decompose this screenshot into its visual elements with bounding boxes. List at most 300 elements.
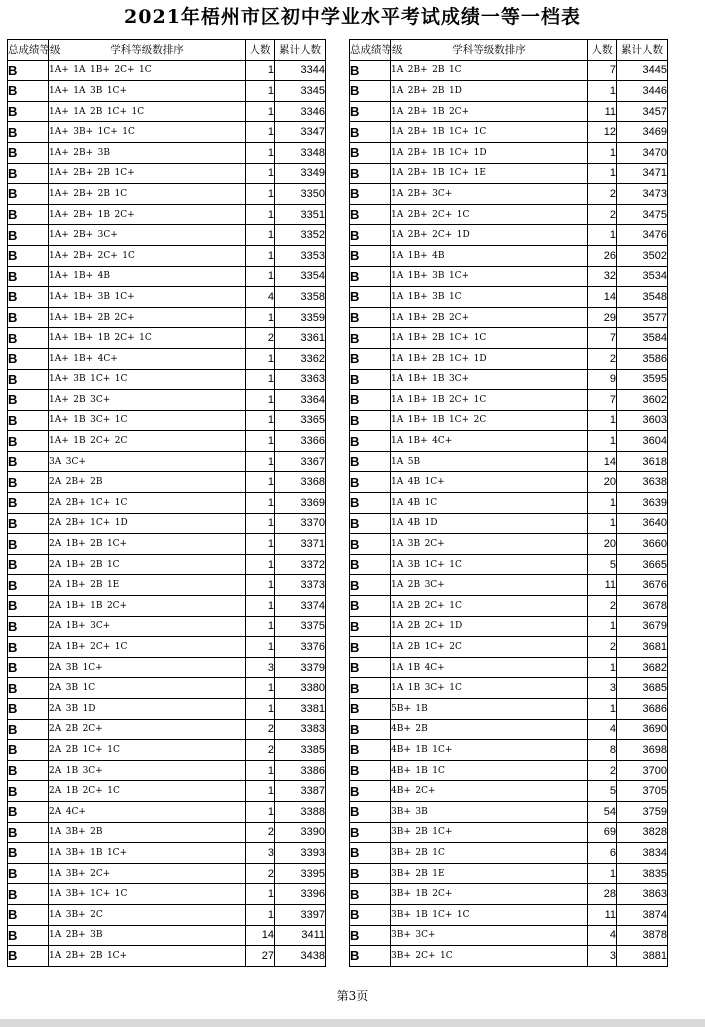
combo-value: 2A 1B+ 2B 1C xyxy=(49,554,246,575)
combo-value: 3B+ 2C+ 1C xyxy=(391,946,588,967)
grade-value: B xyxy=(8,184,49,205)
table-row xyxy=(350,678,668,699)
table-row xyxy=(350,946,668,967)
header-combo: 学科等级数排序 xyxy=(49,40,246,61)
cumulative-value: 3618 xyxy=(617,451,668,472)
table-row xyxy=(350,472,668,493)
table-row xyxy=(350,225,668,246)
combo-value: 3B+ 3B xyxy=(391,801,588,822)
count-value: 1 xyxy=(246,575,275,596)
grade-value: B xyxy=(8,81,49,102)
grade-value: B xyxy=(350,81,391,102)
cumulative-value: 3502 xyxy=(617,245,668,266)
count-value: 1 xyxy=(246,225,275,246)
table-row xyxy=(8,884,326,905)
combo-value: 1A 1B 3C+ 1C xyxy=(391,678,588,699)
grade-value: B xyxy=(8,637,49,658)
cumulative-value: 3385 xyxy=(275,740,326,761)
table-row xyxy=(8,369,326,390)
combo-value: 3A 3C+ xyxy=(49,451,246,472)
header-count: 人数 xyxy=(588,40,617,61)
table-row xyxy=(8,596,326,617)
cumulative-value: 3363 xyxy=(275,369,326,390)
combo-value: 1A 2B 3C+ xyxy=(391,575,588,596)
count-value: 1 xyxy=(588,163,617,184)
cumulative-value: 3678 xyxy=(617,596,668,617)
combo-value: 1A 2B 1C+ 2C xyxy=(391,637,588,658)
combo-value: 1A 2B 2C+ 1C xyxy=(391,596,588,617)
combo-value: 1A+ 1B 2C+ 2C xyxy=(49,431,246,452)
cumulative-value: 3361 xyxy=(275,328,326,349)
combo-value: 3B+ 2B 1E xyxy=(391,863,588,884)
table-row xyxy=(8,184,326,205)
cumulative-value: 3639 xyxy=(617,493,668,514)
table-row xyxy=(8,101,326,122)
table-row xyxy=(8,534,326,555)
count-value: 11 xyxy=(588,101,617,122)
combo-value: 3B+ 2B 1C+ xyxy=(391,822,588,843)
table-row xyxy=(8,122,326,143)
combo-value: 1A+ 2B 3C+ xyxy=(49,390,246,411)
count-value: 1 xyxy=(588,513,617,534)
combo-value: 1A+ 2B+ 1B 2C+ xyxy=(49,204,246,225)
count-value: 1 xyxy=(246,760,275,781)
table-row xyxy=(350,245,668,266)
cumulative-value: 3369 xyxy=(275,493,326,514)
count-value: 1 xyxy=(246,513,275,534)
grade-value: B xyxy=(350,801,391,822)
grade-value: B xyxy=(8,946,49,967)
combo-value: 1A 3B 2C+ xyxy=(391,534,588,555)
table-row xyxy=(8,390,326,411)
grade-value: B xyxy=(8,554,49,575)
table-row xyxy=(350,740,668,761)
header-rank: 总成绩等级 xyxy=(350,40,391,61)
grade-value: B xyxy=(350,781,391,802)
table-row xyxy=(350,390,668,411)
grade-value: B xyxy=(350,225,391,246)
table-row xyxy=(350,60,668,81)
cumulative-value: 3705 xyxy=(617,781,668,802)
combo-value: 2A 2B+ 1C+ 1D xyxy=(49,513,246,534)
combo-value: 1A 3B+ 2C+ xyxy=(49,863,246,884)
grade-value: B xyxy=(350,657,391,678)
combo-value: 1A 1B+ 1B 1C+ 2C xyxy=(391,410,588,431)
count-value: 3 xyxy=(588,946,617,967)
count-value: 14 xyxy=(588,287,617,308)
grade-value: B xyxy=(350,637,391,658)
cumulative-value: 3863 xyxy=(617,884,668,905)
grade-value: B xyxy=(350,451,391,472)
count-value: 1 xyxy=(246,81,275,102)
cumulative-value: 3457 xyxy=(617,101,668,122)
grade-value: B xyxy=(350,184,391,205)
cumulative-value: 3381 xyxy=(275,699,326,720)
table-row xyxy=(8,163,326,184)
grade-value: B xyxy=(350,287,391,308)
combo-value: 2A 2B 1C+ 1C xyxy=(49,740,246,761)
cumulative-value: 3682 xyxy=(617,657,668,678)
combo-value: 1A+ 1B+ 4B xyxy=(49,266,246,287)
cumulative-value: 3604 xyxy=(617,431,668,452)
table-header-row xyxy=(8,40,326,61)
count-value: 1 xyxy=(246,348,275,369)
combo-value: 2A 2B 2C+ xyxy=(49,719,246,740)
count-value: 1 xyxy=(246,390,275,411)
cumulative-value: 3834 xyxy=(617,843,668,864)
table-row xyxy=(350,493,668,514)
cumulative-value: 3828 xyxy=(617,822,668,843)
cumulative-value: 3368 xyxy=(275,472,326,493)
grade-value: B xyxy=(350,946,391,967)
table-row xyxy=(350,122,668,143)
grade-value: B xyxy=(350,554,391,575)
cumulative-value: 3446 xyxy=(617,81,668,102)
table-row xyxy=(8,740,326,761)
count-value: 2 xyxy=(246,822,275,843)
grade-value: B xyxy=(350,472,391,493)
count-value: 2 xyxy=(246,328,275,349)
count-value: 1 xyxy=(246,122,275,143)
cumulative-value: 3353 xyxy=(275,245,326,266)
cumulative-value: 3681 xyxy=(617,637,668,658)
grade-value: B xyxy=(8,287,49,308)
combo-value: 4B+ 1B 1C xyxy=(391,760,588,781)
combo-value: 1A 3B 1C+ 1C xyxy=(391,554,588,575)
grade-value: B xyxy=(8,204,49,225)
grade-value: B xyxy=(350,122,391,143)
table-row xyxy=(8,493,326,514)
cumulative-value: 3660 xyxy=(617,534,668,555)
combo-value: 1A 1B+ 3B 1C+ xyxy=(391,266,588,287)
table-row xyxy=(8,328,326,349)
grade-value: B xyxy=(350,410,391,431)
table-row xyxy=(350,554,668,575)
combo-value: 1A 1B+ 2B 1C+ 1C xyxy=(391,328,588,349)
grade-value: B xyxy=(350,163,391,184)
cumulative-value: 3690 xyxy=(617,719,668,740)
header-cumulative: 累计人数 xyxy=(275,40,326,61)
grade-value: B xyxy=(8,801,49,822)
table-row xyxy=(350,801,668,822)
cumulative-value: 3470 xyxy=(617,142,668,163)
table-row xyxy=(8,472,326,493)
table-row xyxy=(8,60,326,81)
bottom-bar xyxy=(0,1019,705,1027)
combo-value: 2A 1B 2C+ 1C xyxy=(49,781,246,802)
grade-value: B xyxy=(350,904,391,925)
grade-value: B xyxy=(350,513,391,534)
combo-value: 1A 1B+ 3B 1C xyxy=(391,287,588,308)
count-value: 1 xyxy=(246,781,275,802)
count-value: 1 xyxy=(246,884,275,905)
combo-value: 3B+ 1B 2C+ xyxy=(391,884,588,905)
cumulative-value: 3393 xyxy=(275,843,326,864)
cumulative-value: 3374 xyxy=(275,596,326,617)
cumulative-value: 3367 xyxy=(275,451,326,472)
cumulative-value: 3347 xyxy=(275,122,326,143)
grade-value: B xyxy=(8,740,49,761)
count-value: 2 xyxy=(588,184,617,205)
cumulative-value: 3383 xyxy=(275,719,326,740)
combo-value: 1A 2B+ 1B 1C+ 1D xyxy=(391,142,588,163)
count-value: 7 xyxy=(588,390,617,411)
combo-value: 2A 2B+ 2B xyxy=(49,472,246,493)
combo-value: 1A 1B+ 1B 2C+ 1C xyxy=(391,390,588,411)
cumulative-value: 3881 xyxy=(617,946,668,967)
grade-value: B xyxy=(8,904,49,925)
cumulative-value: 3344 xyxy=(275,60,326,81)
count-value: 1 xyxy=(246,596,275,617)
count-value: 7 xyxy=(588,60,617,81)
combo-value: 1A 2B+ 1B 1C+ 1C xyxy=(391,122,588,143)
table-row xyxy=(8,925,326,946)
grade-value: B xyxy=(350,204,391,225)
table-row xyxy=(350,369,668,390)
grade-value: B xyxy=(350,493,391,514)
combo-value: 1A 5B xyxy=(391,451,588,472)
combo-value: 1A+ 1B+ 1B 2C+ 1C xyxy=(49,328,246,349)
count-value: 1 xyxy=(246,554,275,575)
cumulative-value: 3349 xyxy=(275,163,326,184)
table-row xyxy=(350,142,668,163)
grade-value: B xyxy=(350,575,391,596)
count-value: 29 xyxy=(588,307,617,328)
count-value: 1 xyxy=(588,616,617,637)
table-row xyxy=(350,719,668,740)
count-value: 3 xyxy=(588,678,617,699)
count-value: 2 xyxy=(246,740,275,761)
table-row xyxy=(350,884,668,905)
grade-value: B xyxy=(8,390,49,411)
grade-value: B xyxy=(350,863,391,884)
combo-value: 1A+ 1A 3B 1C+ xyxy=(49,81,246,102)
cumulative-value: 3387 xyxy=(275,781,326,802)
cumulative-value: 3686 xyxy=(617,699,668,720)
combo-value: 1A 1B+ 2B 1C+ 1D xyxy=(391,348,588,369)
count-value: 1 xyxy=(246,904,275,925)
count-value: 1 xyxy=(246,184,275,205)
count-value: 1 xyxy=(246,307,275,328)
table-row xyxy=(8,287,326,308)
table-row xyxy=(8,904,326,925)
combo-value: 2A 1B+ 3C+ xyxy=(49,616,246,637)
combo-value: 5B+ 1B xyxy=(391,699,588,720)
grade-value: B xyxy=(350,616,391,637)
table-row xyxy=(350,431,668,452)
grade-value: B xyxy=(350,142,391,163)
table-row xyxy=(350,348,668,369)
cumulative-value: 3362 xyxy=(275,348,326,369)
count-value: 2 xyxy=(246,863,275,884)
table-row xyxy=(8,863,326,884)
cumulative-value: 3396 xyxy=(275,884,326,905)
count-value: 5 xyxy=(588,554,617,575)
count-value: 1 xyxy=(246,534,275,555)
grade-value: B xyxy=(8,575,49,596)
count-value: 20 xyxy=(588,534,617,555)
combo-value: 1A 2B+ 3C+ xyxy=(391,184,588,205)
table-row xyxy=(350,596,668,617)
table-row xyxy=(8,843,326,864)
count-value: 1 xyxy=(246,410,275,431)
grade-value: B xyxy=(8,863,49,884)
combo-value: 1A 1B+ 2B 2C+ xyxy=(391,307,588,328)
grade-value: B xyxy=(350,369,391,390)
cumulative-value: 3438 xyxy=(275,946,326,967)
count-value: 27 xyxy=(246,946,275,967)
combo-value: 1A 3B+ 2C xyxy=(49,904,246,925)
grade-value: B xyxy=(8,596,49,617)
combo-value: 1A 1B 4C+ xyxy=(391,657,588,678)
count-value: 32 xyxy=(588,266,617,287)
table-row xyxy=(350,307,668,328)
cumulative-value: 3595 xyxy=(617,369,668,390)
combo-value: 1A+ 1B+ 3B 1C+ xyxy=(49,287,246,308)
combo-value: 1A+ 3B 1C+ 1C xyxy=(49,369,246,390)
grade-value: B xyxy=(8,348,49,369)
grade-value: B xyxy=(8,822,49,843)
header-count: 人数 xyxy=(246,40,275,61)
cumulative-value: 3395 xyxy=(275,863,326,884)
combo-value: 1A 2B+ 2C+ 1D xyxy=(391,225,588,246)
cumulative-value: 3345 xyxy=(275,81,326,102)
page-title: 2021年梧州市区初中学业水平考试成绩一等一档表 xyxy=(124,6,581,28)
table-row xyxy=(8,513,326,534)
cumulative-value: 3471 xyxy=(617,163,668,184)
cumulative-value: 3373 xyxy=(275,575,326,596)
combo-value: 2A 3B 1D xyxy=(49,699,246,720)
cumulative-value: 3351 xyxy=(275,204,326,225)
cumulative-value: 3665 xyxy=(617,554,668,575)
combo-value: 1A 2B+ 2B 1C+ xyxy=(49,946,246,967)
grade-table-right xyxy=(349,39,668,967)
combo-value: 2A 4C+ xyxy=(49,801,246,822)
grade-value: B xyxy=(8,678,49,699)
table-row xyxy=(8,266,326,287)
cumulative-value: 3577 xyxy=(617,307,668,328)
grade-value: B xyxy=(350,678,391,699)
cumulative-value: 3350 xyxy=(275,184,326,205)
count-value: 9 xyxy=(588,369,617,390)
count-value: 1 xyxy=(246,801,275,822)
count-value: 14 xyxy=(588,451,617,472)
cumulative-value: 3390 xyxy=(275,822,326,843)
count-value: 1 xyxy=(246,431,275,452)
combo-value: 1A+ 2B+ 2B 1C xyxy=(49,184,246,205)
cumulative-value: 3603 xyxy=(617,410,668,431)
count-value: 69 xyxy=(588,822,617,843)
count-value: 11 xyxy=(588,575,617,596)
table-row xyxy=(8,204,326,225)
table-row xyxy=(8,822,326,843)
table-row xyxy=(350,699,668,720)
count-value: 1 xyxy=(246,616,275,637)
grade-value: B xyxy=(350,390,391,411)
count-value: 8 xyxy=(588,740,617,761)
cumulative-value: 3475 xyxy=(617,204,668,225)
grade-value: B xyxy=(8,699,49,720)
grade-value: B xyxy=(350,307,391,328)
table-row xyxy=(8,245,326,266)
table-row xyxy=(8,307,326,328)
table-row xyxy=(8,699,326,720)
combo-value: 4B+ 2C+ xyxy=(391,781,588,802)
combo-value: 1A+ 3B+ 1C+ 1C xyxy=(49,122,246,143)
combo-value: 1A 2B 2C+ 1D xyxy=(391,616,588,637)
table-row xyxy=(8,678,326,699)
table-row xyxy=(350,843,668,864)
combo-value: 4B+ 1B 1C+ xyxy=(391,740,588,761)
cumulative-value: 3388 xyxy=(275,801,326,822)
table-row xyxy=(8,451,326,472)
count-value: 11 xyxy=(588,904,617,925)
grade-value: B xyxy=(350,596,391,617)
grade-value: B xyxy=(8,719,49,740)
grade-value: B xyxy=(8,101,49,122)
grade-value: B xyxy=(8,142,49,163)
table-row xyxy=(350,637,668,658)
cumulative-value: 3700 xyxy=(617,760,668,781)
count-value: 1 xyxy=(246,451,275,472)
table-row xyxy=(350,822,668,843)
grade-value: B xyxy=(8,410,49,431)
cumulative-value: 3548 xyxy=(617,287,668,308)
cumulative-value: 3679 xyxy=(617,616,668,637)
count-value: 2 xyxy=(588,760,617,781)
grade-value: B xyxy=(350,925,391,946)
grade-value: B xyxy=(350,534,391,555)
combo-value: 1A 2B+ 3B xyxy=(49,925,246,946)
combo-value: 3B+ 3C+ xyxy=(391,925,588,946)
cumulative-value: 3365 xyxy=(275,410,326,431)
grade-value: B xyxy=(8,657,49,678)
cumulative-value: 3676 xyxy=(617,575,668,596)
table-row xyxy=(8,637,326,658)
grade-value: B xyxy=(350,245,391,266)
count-value: 14 xyxy=(246,925,275,946)
grade-value: B xyxy=(8,225,49,246)
table-row xyxy=(8,431,326,452)
grade-value: B xyxy=(350,328,391,349)
count-value: 5 xyxy=(588,781,617,802)
count-value: 6 xyxy=(588,843,617,864)
count-value: 26 xyxy=(588,245,617,266)
table-row xyxy=(350,575,668,596)
combo-value: 3B+ 1B 1C+ 1C xyxy=(391,904,588,925)
grade-value: B xyxy=(350,822,391,843)
cumulative-value: 3602 xyxy=(617,390,668,411)
count-value: 1 xyxy=(588,410,617,431)
count-value: 1 xyxy=(246,163,275,184)
count-value: 20 xyxy=(588,472,617,493)
combo-value: 1A 2B+ 2B 1D xyxy=(391,81,588,102)
count-value: 1 xyxy=(588,81,617,102)
table-row xyxy=(8,616,326,637)
cumulative-value: 3372 xyxy=(275,554,326,575)
combo-value: 1A 2B+ 1B 2C+ xyxy=(391,101,588,122)
table-row xyxy=(350,410,668,431)
combo-value: 2A 1B+ 2B 1E xyxy=(49,575,246,596)
cumulative-value: 3364 xyxy=(275,390,326,411)
grade-value: B xyxy=(8,884,49,905)
grade-table-left xyxy=(7,39,326,967)
count-value: 3 xyxy=(246,843,275,864)
table-row xyxy=(350,863,668,884)
combo-value: 1A 2B+ 2C+ 1C xyxy=(391,204,588,225)
grade-value: B xyxy=(8,122,49,143)
grade-value: B xyxy=(8,843,49,864)
